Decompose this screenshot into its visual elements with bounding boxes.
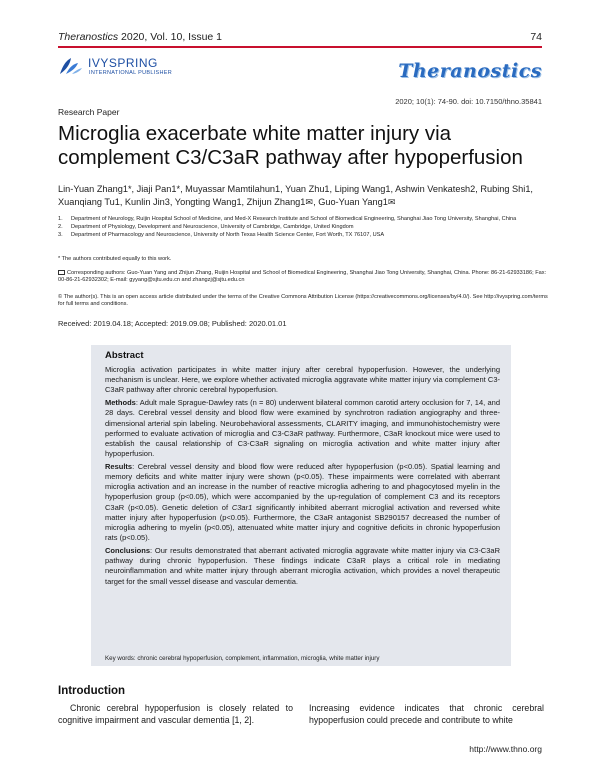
introduction-heading: Introduction [58, 685, 126, 697]
conclusions-text: : Our results demonstrated that aberrant activated microglia aggravate white matter injury via C3-C3aR pathway during chronic hypoperfusion. These findings indicate C3aR plays a critical role in mediating neuroinflammation and white matter injury through aberrant microglia activation, which provides a novel therapeutic target for the small vessel disease and vascular dementia. [105, 545, 500, 586]
citation: 2020; 10(1): 74-90. doi: 10.7150/thno.35841 [395, 97, 542, 106]
running-header-meta: 2020, Vol. 10, Issue 1 [118, 31, 223, 43]
footer-url[interactable]: http://www.thno.org [469, 744, 542, 754]
abstract-conclusions [105, 546, 500, 587]
affiliation-text: Department of Pharmacology and Neuroscience, University of North Texas Health Science Center, Fort Worth, TX 76107, USA [71, 231, 385, 238]
license-statement: © The author(s). This is an open access article distributed under the terms of the Creative Commons Attribution License (https://creativecommons.org/licenses/by/4.0/). See http://ivyspring.com/terms for full terms and conditions. [58, 294, 548, 308]
corresponding-authors [58, 269, 548, 285]
affiliation-number: 3. [58, 231, 63, 238]
methods-label: Methods [105, 398, 136, 408]
keywords: Key words: chronic cerebral hypoperfusion, complement, inflammation, microglia, white matter injury [105, 655, 380, 662]
author-list: Lin-Yuan Zhang1*, Jiaji Pan1*, Muyassar Mamtilahun1, Yuan Zhu1, Liping Wang1, Ashwin Venkatesh2, Rubing Shi1, Xuanqiang Tu1, Kunlin Jin3, Yongting Wang1, Zhijun Zhang1✉, Guo-Yuan Yang1✉ [58, 184, 533, 207]
article-type: Research Paper [58, 107, 120, 117]
affiliation-text: Department of Neurology, Ruijin Hospital School of Medicine, and Med-X Research Institute and School of Biomedical Engineering, Shanghai Jiao Tong University, Shanghai, China [71, 216, 517, 222]
affiliation-item [58, 216, 548, 223]
introduction-right-column [309, 703, 544, 726]
abstract-methods [105, 398, 500, 459]
introduction-left-text: Chronic cerebral hypoperfusion is closely related to cognitive impairment and vascular dementia [1, 2]. [58, 703, 293, 725]
results-text-b: significantly inhibited aberrant microglial activation and reversed white matter injury after hypoperfusion (p<0.05). Furthermore, the C3aR antagonist SB290157 decreased the number of microglia adhering to myelin (p<0.05), attenuated white matter injury and cognitive deficits in chronic hypoperfusion rats (p<0.05). [105, 502, 500, 543]
affiliation-item [58, 224, 548, 231]
journal-logo: Theranostics [398, 60, 542, 82]
results-text-a: : Cerebral vessel density and blood flow were reduced after hypoperfusion (p<0.05). Spatial learning and memory deficits and white matter injury were shown (p<0.05). These impairments were correlated with aberrant microglia activation and an increase in the number of reactive microglia adhering to and phagocytosed myelin in the hypoperfusion group (p<0.05), which were accompanied by the up-regulation of complement C3 and its receptors C3aR (p<0.05). Genetic deletion of [105, 461, 500, 512]
abstract-heading: Abstract [105, 350, 144, 361]
introduction-left-column [58, 703, 293, 726]
running-header [58, 31, 222, 43]
abstract-body [105, 365, 500, 589]
affiliation-item [58, 232, 548, 239]
results-gene: C3ar1 [231, 502, 253, 512]
affiliation-number: 2. [58, 223, 63, 230]
affiliation-number: 1. [58, 216, 63, 222]
conclusions-label: Conclusions [105, 545, 151, 555]
publisher-name: IVYSPRING [88, 56, 158, 70]
running-header-journal: Theranostics [58, 31, 119, 43]
ivyspring-logo-icon [58, 56, 84, 76]
page-number: 74 [530, 31, 542, 43]
publication-dates: Received: 2019.04.18; Accepted: 2019.09.08; Published: 2020.01.01 [58, 319, 287, 328]
affiliation-text: Department of Physiology, Development and Neuroscience, University of Cambridge, Cambridge, United Kingdom [71, 223, 354, 230]
methods-text: : Adult male Sprague-Dawley rats (n = 80) underwent bilateral common carotid artery occlusion for 7, 14, and 28 days. Cerebral vessel density and blood flow were examined by synchrotron radiation angiography and three-dimensional arterial spin labeling. Neurobehavioral assessments, CLARITY imaging, and immunohistochemistry were performed to evaluate activation of microglia and C3-C3aR pathway. Furthermore, C3aR knockout mice were used to establish the causal relationship of C3-C3aR signaling on microglia activation and white matter injury after hypoperfusion. [105, 398, 500, 459]
article-title: Microglia exacerbate white matter injury via complement C3/C3aR pathway after hypoperfusion [58, 122, 523, 169]
corresponding-text: Corresponding authors: Guo-Yuan Yang and Zhijun Zhang, Ruijin Hospital and School of Biomedical Engineering, Shanghai Jiao Tong University, Shanghai, China. Phone: 86-21-62933186; Fax: 00-86-21-62932302; E-mail: gyyang@sjtu.edu.cn and zhangzj@sjtu.edu.cn [58, 270, 547, 284]
abstract-results [105, 462, 500, 544]
header-rule [58, 46, 542, 48]
publisher-subtitle: INTERNATIONAL PUBLISHER [89, 70, 172, 76]
equal-contribution-note: * The authors contributed equally to this work. [58, 256, 172, 262]
results-label: Results [105, 461, 133, 471]
abstract-intro: Microglia activation participates in white matter injury after cerebral hypoperfusion. However, the underlying mechanism is unclear. Here, we explore whether activated microglia aggravate white matter injury via complement C3-C3aR pathway after chronic cerebral hypoperfusion. [105, 365, 500, 395]
introduction-right-text: Increasing evidence indicates that chronic cerebral hypoperfusion could precede and contribute to white [309, 703, 544, 725]
affiliations [58, 216, 548, 240]
envelope-icon [58, 270, 65, 275]
